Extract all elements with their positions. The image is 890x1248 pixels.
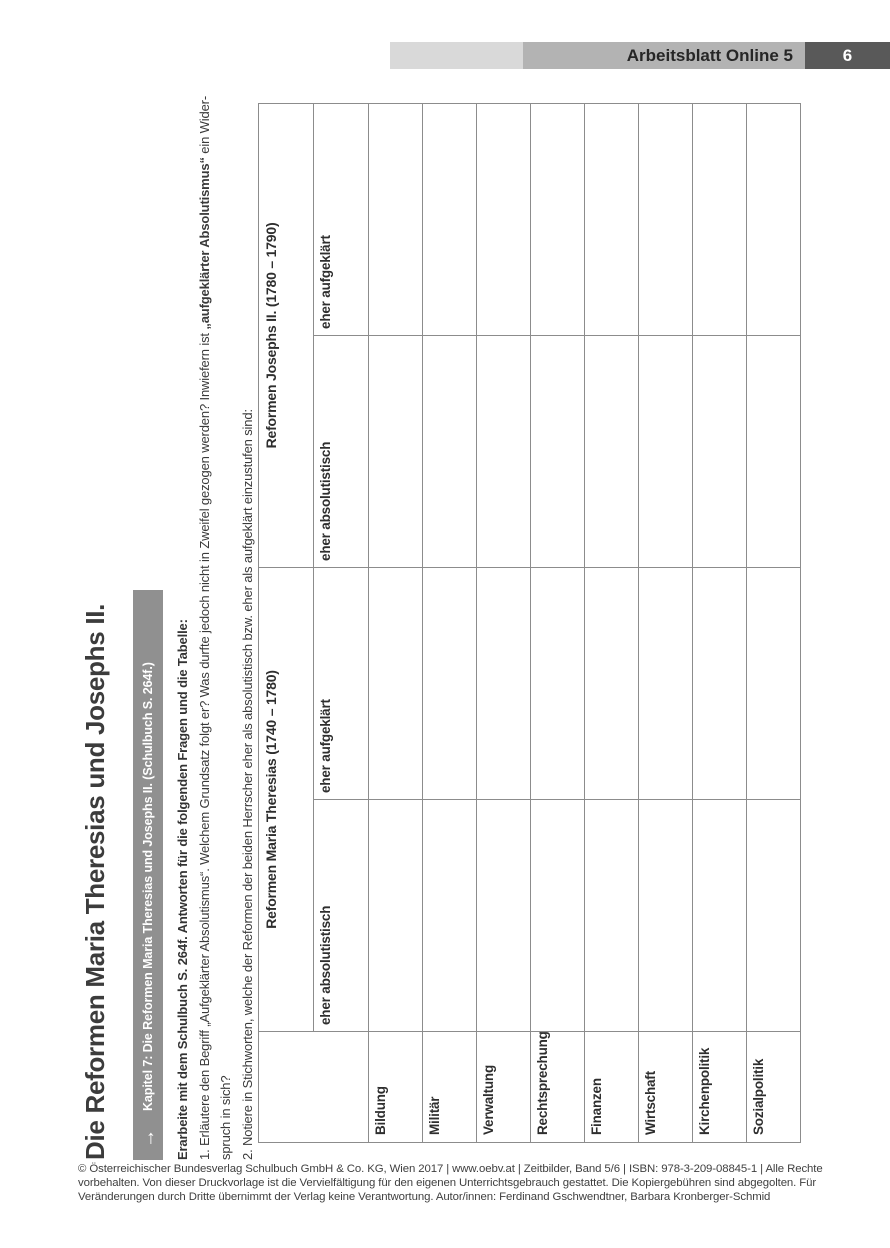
row-label: Wirtschaft (639, 1032, 693, 1143)
empty-cell (747, 800, 801, 1032)
group-header-maria-theresia: Reformen Maria Theresias (1740 – 1780) (259, 567, 314, 1031)
empty-cell (423, 567, 477, 799)
header-bar-light-segment (390, 42, 523, 69)
header-bar (390, 42, 890, 69)
empty-cell (585, 567, 639, 799)
table-row-verwaltung (477, 103, 531, 1142)
corner-cell (259, 1032, 369, 1143)
empty-cell (369, 800, 423, 1032)
empty-cell (477, 567, 531, 799)
table-row-wirtschaft (639, 103, 693, 1142)
row-label: Sozialpolitik (747, 1032, 801, 1143)
empty-cell (747, 335, 801, 567)
row-label: Rechtsprechung (531, 1032, 585, 1143)
footer-line-2: vorbehalten. Von dieser Druckvorlage ist die Vervielfältigung für den eigenen Unterrichtsgebrauch gestattet. Die Kopiergebühren sind abgegolten. Für (78, 1176, 817, 1189)
empty-cell (639, 335, 693, 567)
row-label: Bildung (369, 1032, 423, 1143)
subheader-jos-absolutistisch: eher absolutistisch (314, 335, 369, 567)
row-label: Finanzen (585, 1032, 639, 1143)
empty-cell (639, 567, 693, 799)
task-1-text-bold: „aufgeklärter Absolutismus“ (196, 157, 212, 330)
group-header-joseph-ii: Reformen Josephs II. (1780 – 1790) (259, 103, 314, 567)
empty-cell (639, 800, 693, 1032)
task-1-text-pre: 1. Erläutere den Begriff „Aufgeklärter Absolutismus“. Welchem Grundsatz folgt er? Was durfte jedoch nicht in Zweifel gezogen werden? Inwiefern ist (196, 329, 212, 1160)
page-title: Die Reformen Maria Theresias und Josephs II. (80, 603, 110, 1160)
empty-cell (693, 567, 747, 799)
table-row-finanzen (585, 103, 639, 1142)
page-number-box (805, 42, 890, 69)
footer-line-3: Veränderungen durch Dritte übernimmt der Verlag keine Verantwortung. Autor/innen: Ferdinand Gschwendtner, Barbara Kronberger-Schmid (78, 1190, 771, 1203)
table-row-bildung (369, 103, 423, 1142)
subheader-jos-aufgeklaert: eher aufgeklärt (314, 103, 369, 335)
empty-cell (585, 335, 639, 567)
empty-cell (639, 103, 693, 335)
empty-cell (477, 103, 531, 335)
empty-cell (423, 335, 477, 567)
chapter-banner (133, 590, 163, 1160)
task-1-line-2: spruch in sich? (218, 1075, 233, 1160)
subheader-mt-aufgeklaert: eher aufgeklärt (314, 567, 369, 799)
table-row-sozialpolitik (747, 103, 801, 1142)
footer-line-1: © Österreichischer Bundesverlag Schulbuch GmbH & Co. KG, Wien 2017 | www.oebv.at | Zeitbilder, Band 5/6 | ISBN: 978-3-209-08845-1 | Alle Rechte (78, 1163, 823, 1175)
header-bar-title-segment (523, 42, 805, 69)
row-label: Verwaltung (477, 1032, 531, 1143)
empty-cell (531, 103, 585, 335)
empty-cell (423, 103, 477, 335)
subheader-mt-absolutistisch: eher absolutistisch (314, 800, 369, 1032)
empty-cell (747, 103, 801, 335)
empty-cell (747, 567, 801, 799)
worksheet-label: Arbeitsblatt Online 5 (626, 45, 793, 65)
empty-cell (585, 800, 639, 1032)
arrow-right-icon: → (137, 1129, 159, 1148)
chapter-banner-label: Kapitel 7: Die Reformen Maria Theresias und Josephs II. (Schulbuch S. 264f.) (141, 662, 155, 1111)
empty-cell (585, 103, 639, 335)
task-1-line-1 (194, 95, 216, 1160)
empty-cell (531, 800, 585, 1032)
empty-cell (477, 800, 531, 1032)
reform-table (258, 103, 801, 1143)
empty-cell (369, 335, 423, 567)
empty-cell (369, 567, 423, 799)
intro-instruction: Erarbeite mit dem Schulbuch S. 264f. Antworten für die folgenden Fragen und die Tabelle: (175, 619, 190, 1160)
group-header-row (259, 103, 314, 1142)
table-row-militaer (423, 103, 477, 1142)
rotated-content (75, 95, 805, 1160)
table-row-kirchenpolitik (693, 103, 747, 1142)
empty-cell (693, 800, 747, 1032)
empty-cell (693, 335, 747, 567)
empty-cell (531, 567, 585, 799)
page-number: 6 (842, 45, 853, 65)
empty-cell (423, 800, 477, 1032)
row-label: Militär (423, 1032, 477, 1143)
task-2: 2. Notiere in Stichworten, welche der Reformen der beiden Herrscher eher als absolutistisch bzw. eher als aufgeklärt einzustufen sind: (239, 409, 255, 1160)
empty-cell (477, 335, 531, 567)
empty-cell (693, 103, 747, 335)
sub-header-row (314, 103, 369, 1142)
copyright-footer (78, 1163, 884, 1205)
row-label: Kirchenpolitik (693, 1032, 747, 1143)
task-1-text-post: ein Wider- (196, 95, 212, 158)
table-row-rechtsprechung (531, 103, 585, 1142)
empty-cell (531, 335, 585, 567)
empty-cell (369, 103, 423, 335)
